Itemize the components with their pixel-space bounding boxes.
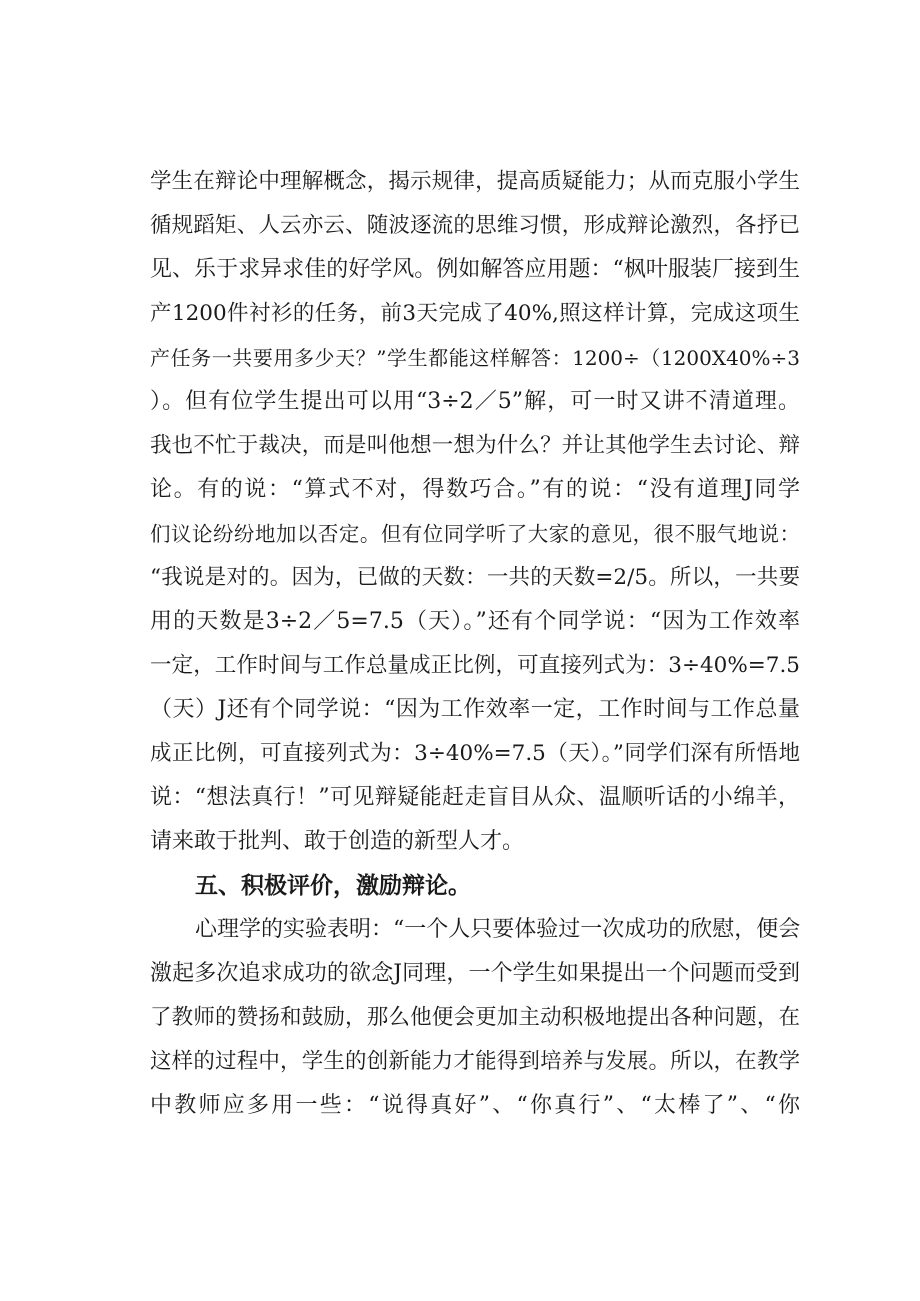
text-line: 一定，工作时间与工作总量成正比例，可直接列式为：3÷40%=7.5 (150, 653, 800, 678)
text-line: 循规蹈矩、人云亦云、随波逐流的思维习惯，形成辩论激烈，各抒已 (150, 213, 800, 238)
text-line: 们议论纷纷地加以否定。但有位同学听了大家的意见，很不服气地说： (150, 522, 800, 546)
text-line: 请来敢于批判、敢于创造的新型人才。 (150, 829, 525, 854)
text-line: 心理学的实验表明：“一个人只要体验过一次成功的欣慰，便会 (195, 917, 801, 942)
text-line: 说：“想法真行！”可见辩疑能赶走盲目从众、温顺听话的小绵羊， (150, 785, 800, 810)
text-line: “我说是对的。因为，已做的天数：一共的天数=2/5。所以，一共要 (150, 565, 800, 590)
text-line: （天）J还有个同学说：“因为工作效率一定，工作时间与工作总量 (150, 697, 800, 722)
text-line: 见、乐于求异求佳的好学风。例如解答应用题：“枫叶服装厂接到生 (150, 257, 800, 282)
text-line: 成正比例，可直接列式为：3÷40%=7.5（天）。”同学们深有所悟地 (150, 741, 800, 766)
text-line: 学生在辩论中理解概念，揭示规律，提高质疑能力；从而克服小学生 (150, 169, 800, 194)
section-heading: 五、积极评价，激励辩论。 (195, 873, 471, 899)
text-line: ）。但有位学生提出可以用“3÷2／5”解，可一时又讲不清道理。 (150, 389, 800, 414)
text-line: 了教师的赞扬和鼓励，那么他便会更加主动积极地提出各种问题，在 (150, 1005, 800, 1030)
text-line: 产任务一共要用多少天？”学生都能这样解答：1200÷（1200X40%÷3 (150, 346, 800, 370)
text-line: 产1200件衬衫的任务，前3天完成了40%,照这样计算，完成这项生 (150, 301, 800, 326)
text-line: 激起多次追求成功的欲念J同理，一个学生如果提出一个问题而受到 (150, 961, 800, 986)
text-line: 中教师应多用一些：“说得真好”、“你真行”、“太棒了”、“你 (150, 1093, 800, 1118)
text-line: 用的天数是3÷2／5=7.5（天）。”还有个同学说：“因为工作效率 (150, 609, 800, 634)
text-line: 这样的过程中，学生的创新能力才能得到培养与发展。所以，在教学 (150, 1049, 800, 1074)
text-line: 论。有的说：“算式不对，得数巧合。”有的说：“没有道理J同学 (150, 477, 800, 502)
text-line: 我也不忙于裁决，而是叫他想一想为什么？并让其他学生去讨论、辩 (150, 433, 800, 458)
